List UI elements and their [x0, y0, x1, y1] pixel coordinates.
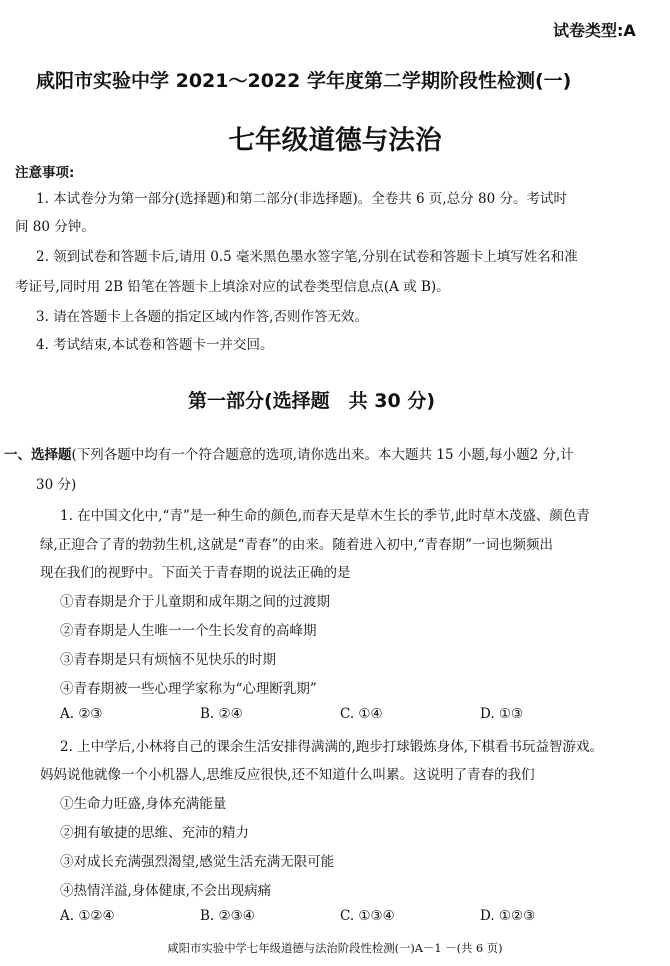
exam-type-label: 试卷类型:A: [553, 21, 636, 40]
subject-title: 七年级道德与法治: [228, 125, 442, 156]
statement-item: ④青春期被一些心理学家称为“心理断乳期”: [60, 681, 317, 697]
exam-title: 咸阳市实验中学 2021～2022 学年度第二学期阶段性检测(一): [36, 70, 572, 92]
answer-option: D. ①②③: [480, 908, 536, 924]
answer-option: A. ②③: [60, 706, 103, 722]
statement-item: ②拥有敏捷的思维、充沛的精力: [60, 825, 249, 841]
note-line: 1. 本试卷分为第一部分(选择题)和第二部分(非选择题)。全卷共 6 页,总分 80 分。考试时: [36, 191, 567, 207]
section-line: [4, 443, 574, 463]
answer-option: D. ①③: [480, 706, 524, 722]
statement-item: ③青春期是只有烦恼不见快乐的时期: [60, 652, 276, 668]
question-stem-line: 现在我们的视野中。下面关于青春期的说法正确的是: [40, 565, 351, 581]
page-footer: 咸阳市实验中学七年级道德与法治阶段性检测(一)A－1 －(共 6 页): [167, 941, 503, 955]
section-line: 30 分): [36, 477, 77, 493]
statement-item: ①青春期是介于儿童期和成年期之间的过渡期: [60, 594, 330, 610]
statement-item: ①生命力旺盛,身体充满能量: [60, 796, 227, 812]
question-stem-line: 1. 在中国文化中,“青”是一种生命的颜色,而春天是草木生长的季节,此时草木茂盛、颜色青: [60, 508, 590, 524]
section-instruction-text: (下列各题中均有一个符合题意的选项,请你选出来。本大题共 15 小题,每小题2 分,计: [71, 447, 574, 463]
answer-option: B. ②④: [200, 706, 243, 722]
answer-option: C. ①④: [340, 706, 383, 722]
statement-item: ②青春期是人生唯一一个生长发育的高峰期: [60, 623, 317, 639]
question-stem-line: 妈妈说他就像一个小机器人,思维反应很快,还不知道什么叫累。这说明了青春的我们: [40, 767, 535, 783]
note-line: 4. 考试结束,本试卷和答题卡一并交回。: [36, 337, 274, 353]
statement-item: ③对成长充满强烈渴望,感觉生活充满无限可能: [60, 854, 335, 870]
statement-item: ④热情洋溢,身体健康,不会出现病痛: [60, 883, 272, 899]
note-line: 3. 请在答题卡上各题的指定区域内作答,否则作答无效。: [36, 309, 368, 325]
section-label: 一、选择题: [4, 447, 72, 463]
notes-heading: 注意事项:: [15, 165, 75, 181]
question-stem-line: 绿,正迎合了青的勃勃生机,这就是“青春”的由来。随着进入初中,“青春期”一词也频频出: [40, 537, 553, 553]
answer-option: A. ①②④: [60, 908, 115, 924]
note-line: 间 80 分钟。: [15, 219, 95, 235]
answer-option: C. ①③④: [340, 908, 395, 924]
answer-option: B. ②③④: [200, 908, 255, 924]
note-line: 考证号,同时用 2B 铅笔在答题卡上填涂对应的试卷类型信息点(A 或 B)。: [15, 279, 450, 295]
note-line: 2. 领到试卷和答题卡后,请用 0.5 毫米黑色墨水签字笔,分别在试卷和答题卡上填写姓名和准: [36, 249, 578, 265]
question-stem-line: 2. 上中学后,小林将自己的课余生活安排得满满的,跑步打球锻炼身体,下棋看书玩益智游戏。: [60, 739, 604, 755]
part-title: 第一部分(选择题 共 30 分): [188, 390, 436, 412]
